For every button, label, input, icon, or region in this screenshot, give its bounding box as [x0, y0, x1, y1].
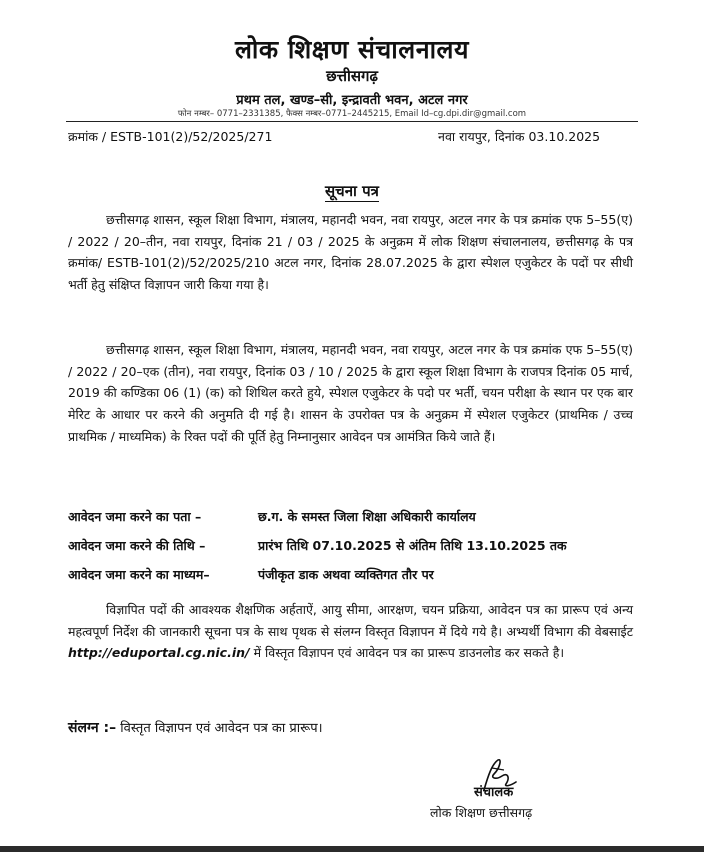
notice-title-text: सूचना पत्र — [325, 182, 379, 200]
signatory-title: संचालक — [474, 785, 514, 800]
office-state: छत्तीसगढ़ — [326, 67, 378, 85]
enclosure-text: विस्तृत विज्ञापन एवं आवेदन पत्र का प्रारूप। — [116, 721, 323, 736]
office-contact: फोन नम्बर– 0771–2331385, फैक्स नम्बर–0771–2445215, Email Id–cg.dpi.dir@gmail.com — [177, 109, 527, 119]
detail-label: आवेदन जमा करने का माध्यम– — [68, 567, 210, 582]
enclosure-label: संलग्न :– — [68, 720, 117, 736]
office-address: प्रथम तल, खण्ड–सी, इन्द्रावती भवन, अटल नगर — [236, 93, 468, 108]
detail-label: आवेदन जमा करने का पता – — [68, 509, 202, 524]
signatory-office: लोक शिक्षण छत्तीसगढ़ — [430, 805, 533, 820]
office-title: लोक शिक्षण संचालनालय — [234, 35, 469, 64]
eduportal-link[interactable]: http://eduportal.cg.nic.in/ — [68, 645, 250, 661]
paragraph-1: छत्तीसगढ़ शासन, स्कूल शिक्षा विभाग, मंत्रालय, महानदी भवन, नवा रायपुर, अटल नगर के पत्र क्रमांक एफ 5–55(ए) / 2022 / 20–तीन, नवा रायपुर, दिनांक 21 / 03 / 2025 के अनुक्रम में लोक शिक्षण संचालनालय, छत्तीसगढ़ के पत्र क्रमांक/ ESTB-101(2)/52/2025/210 अटल नगर, दिनांक 28.07.2025 के द्वारा स्पेशल एजुकेटर के पदों पर सीधी भर्ती हेतु संक्षिप्त विज्ञापन जारी किया गया है। — [68, 212, 633, 293]
paragraph-3 — [68, 599, 633, 664]
reference-number: क्रमांक / ESTB-101(2)/52/2025/271 — [68, 129, 273, 144]
paragraph-2: छत्तीसगढ़ शासन, स्कूल शिक्षा विभाग, मंत्रालय, महानदी भवन, नवा रायपुर, अटल नगर के पत्र क्रमांक एफ 5–55(ए) / 2022 / 20–एक (तीन), नवा रायपुर, दिनांक 03 / 10 / 2025 के द्वारा स्कूल शिक्षा विभाग के राजपत्र दिनांक 05 मार्च, 2019 की कण्डिका 06 (1) (क) को शिथिल करते हुये, स्पेशल एजुकेटर के पदो पर भर्ती, चयन परीक्षा के स्थान पर एक बार मेरिट के आधार पर करने की अनुमति दी गई है। शासन के उपरोक्त पत्र के अनुक्रम में स्पेशल एजुकेटर (प्राथमिक / उच्च प्राथमिक / माध्यमिक) के रिक्त पदों की पूर्ति हेतु निम्नानुसार आवेदन पत्र आमंत्रित किये जाते हैं। — [68, 342, 633, 444]
paragraph-3-text: विज्ञापित पदों की आवश्यक शैक्षणिक अर्हताऐं, आयु सीमा, आरक्षण, चयन प्रक्रिया, आवेदन पत्र का प्रारूप एवं अन्य महत्वपूर्ण निर्देश की जानकारी सूचना पत्र के साथ पृथक से संलग्न विस्तृत विज्ञापन में दिये गये है। अभ्यर्थी विभाग की वेबसाईट — [68, 602, 633, 639]
detail-value: पंजीकृत डाक अथवा व्यक्तिगत तौर पर — [258, 567, 434, 582]
enclosure-line — [68, 718, 323, 737]
reference-place-date: नवा रायपुर, दिनांक 03.10.2025 — [438, 129, 601, 144]
detail-value: प्रारंभ तिथि 07.10.2025 से अंतिम तिथि 13.10.2025 तक — [258, 538, 567, 553]
bottom-edge — [0, 846, 704, 852]
detail-value: छ.ग. के समस्त जिला शिक्षा अधिकारी कार्यालय — [258, 509, 476, 524]
detail-label: आवेदन जमा करने की तिथि – — [68, 538, 206, 553]
header-divider — [66, 121, 638, 122]
paragraph-3-tail: में विस्तृत विज्ञापन एवं आवेदन पत्र का प्रारूप डाउनलोड कर सकते है। — [249, 645, 565, 661]
notice-title — [0, 181, 704, 201]
